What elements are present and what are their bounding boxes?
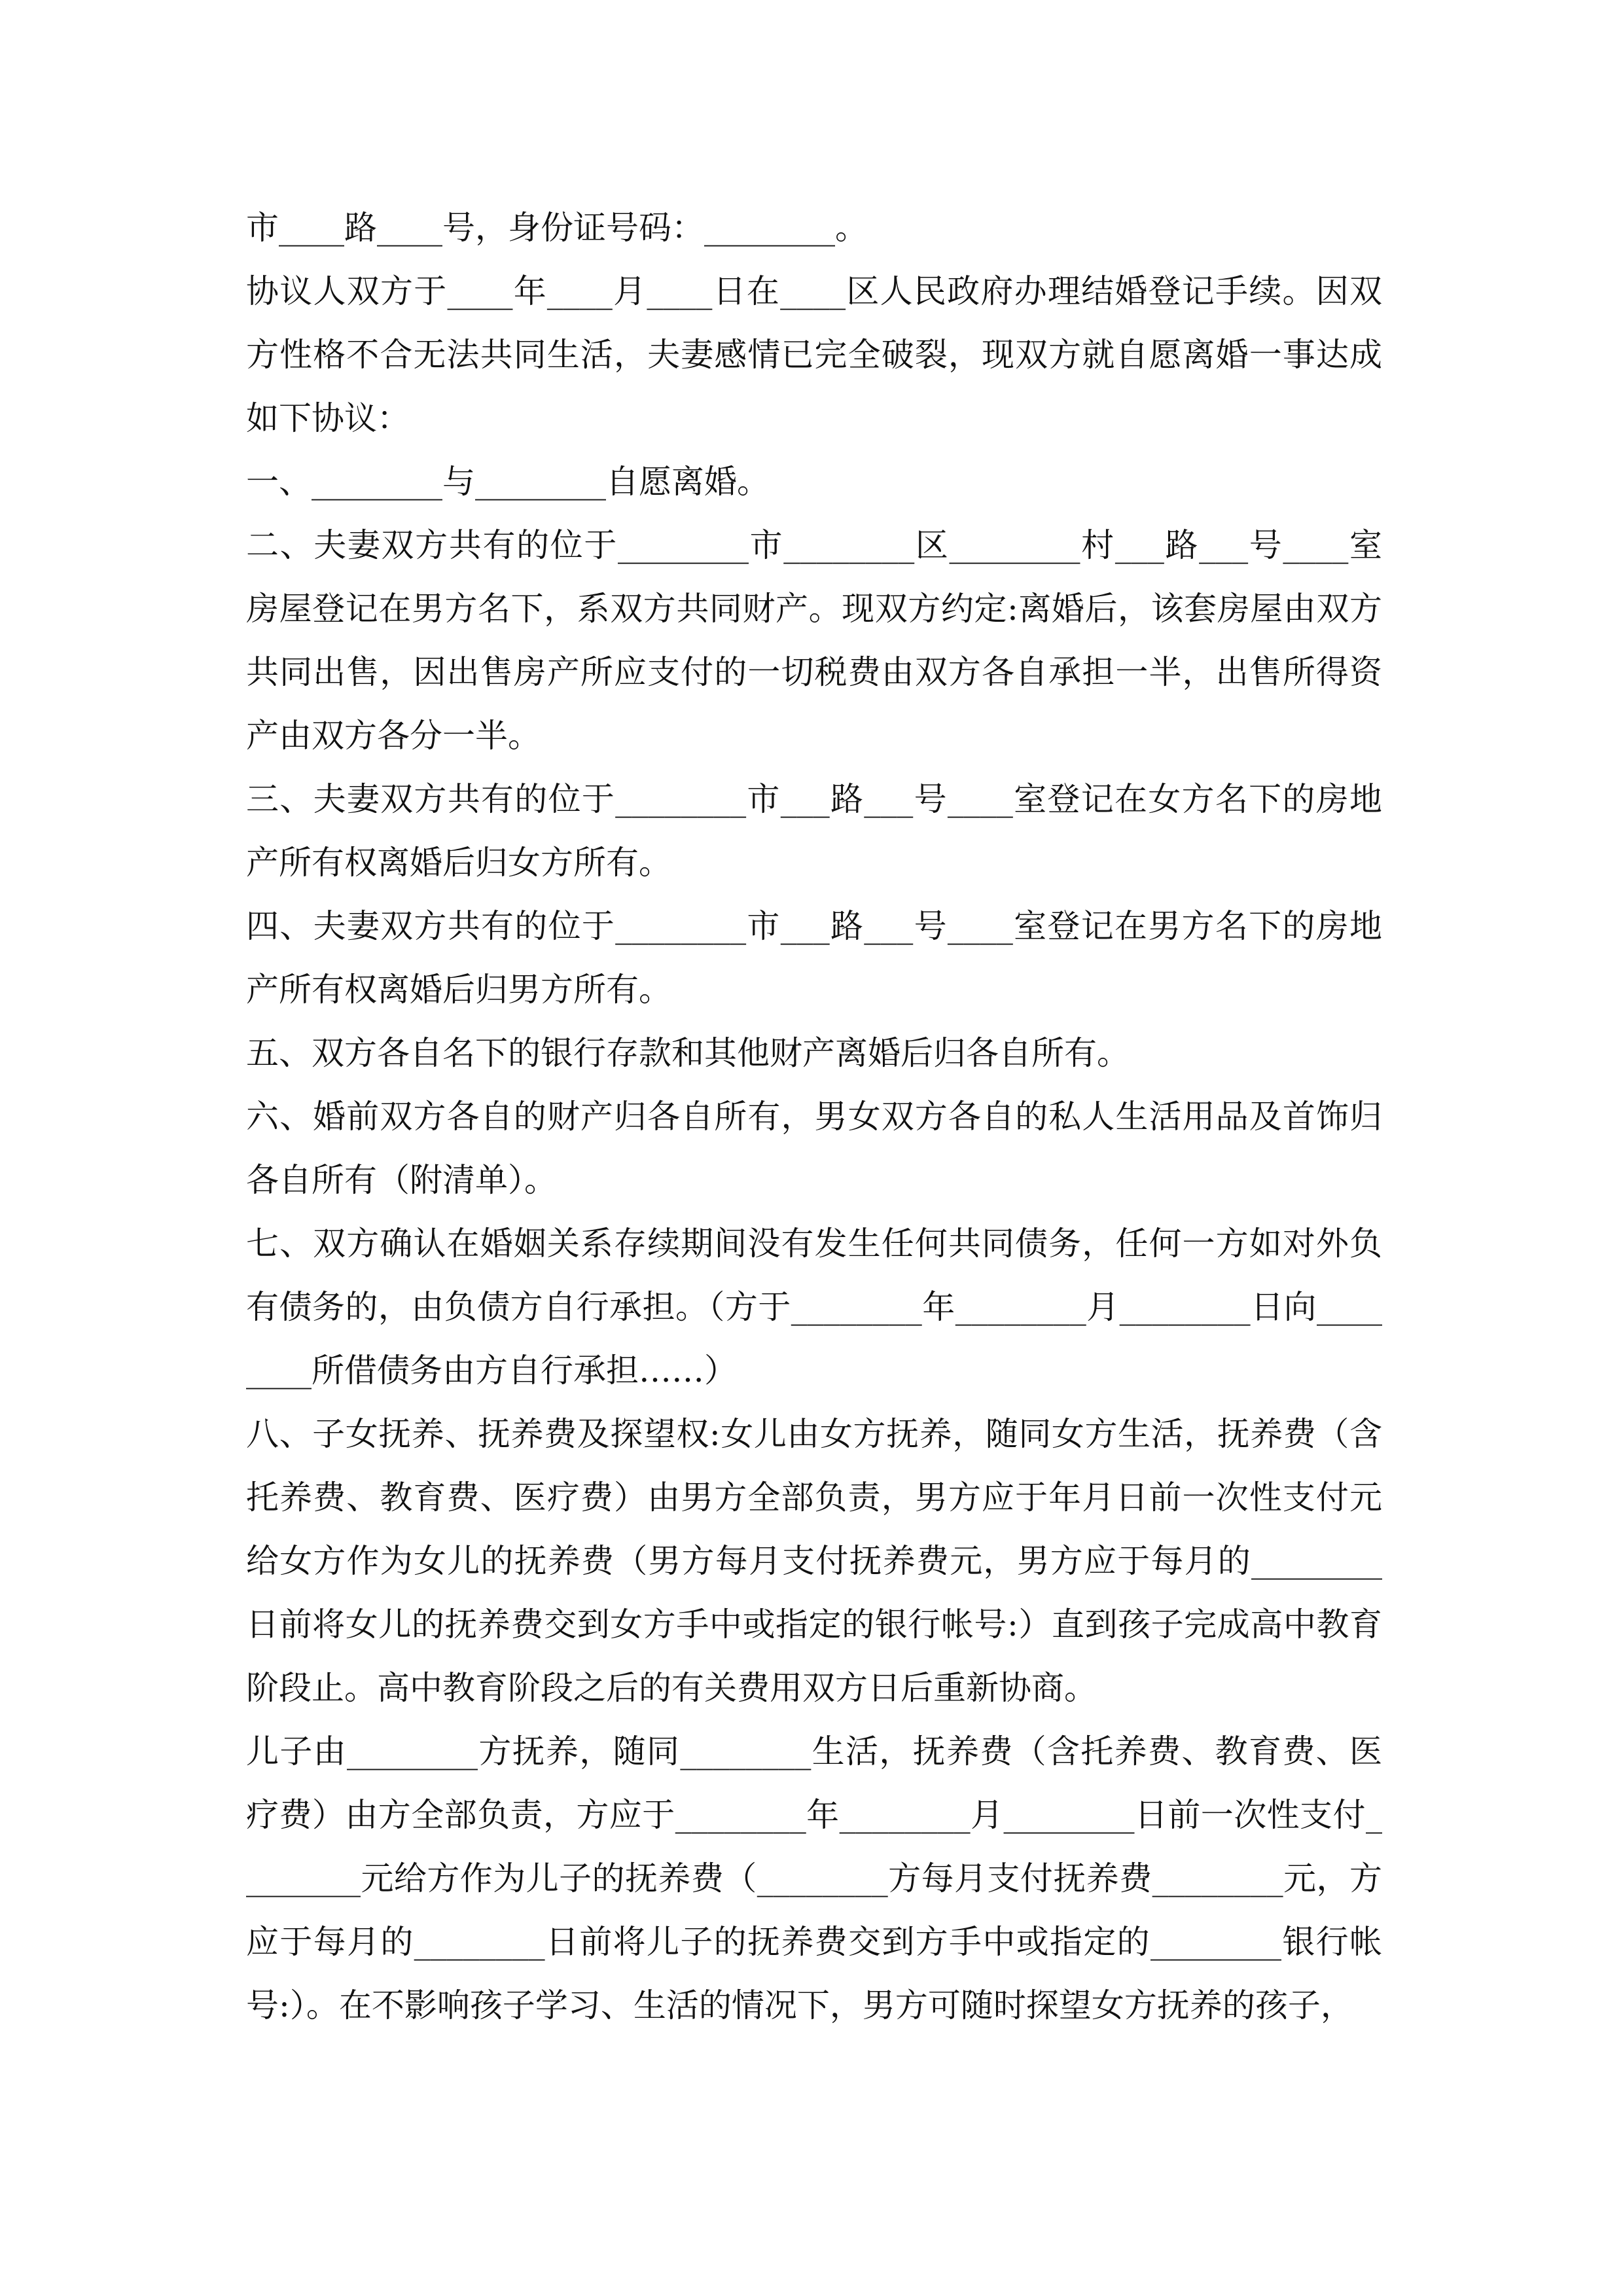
paragraph-clause-3: 三、夫妻双方共有的位于________市___路___号____室登记在女方名下的房地产所有权离婚后归女方所有。	[246, 780, 1382, 882]
paragraph-clause-4: 四、夫妻双方共有的位于________市___路___号____室登记在男方名下的房地产所有权离婚后归男方所有。	[246, 907, 1382, 1009]
paragraph-clause-6: 六、婚前双方各自的财产归各自所有，男女双方各自的私人生活用品及首饰归各自所有（附清单）。	[246, 1098, 1382, 1199]
paragraph-clause-7: 七、双方确认在婚姻关系存续期间没有发生任何共同债务，任何一方如对外负有债务的，由负债方自行承担。（方于________年________月________日向________所借债务由方自行承担……）	[246, 1225, 1382, 1390]
paragraph-address-id: 市____路____号，身份证号码：________。	[246, 209, 868, 247]
paragraph-marriage-registration: 协议人双方于____年____月____日在____区人民政府办理结婚登记手续。因双方性格不合无法共同生活，夫妻感情已完全破裂，现双方就自愿离婚一事达成如下协议：	[246, 272, 1382, 437]
paragraph-clause-8: 八、子女抚养、抚养费及探望权:女儿由女方抚养，随同女方生活，抚养费（含托养费、教育费、医疗费）由男方全部负责，男方应于年月日前一次性支付元给女方作为女儿的抚养费（男方每月支付抚养费元，男方应于每月的________日前将女儿的抚养费交到女方手中或指定的银行帐号:）直到孩子完成高中教育阶段止。高中教育阶段之后的有关费用双方日后重新协商。	[246, 1415, 1382, 1707]
paragraph-son-custody: 儿子由________方抚养，随同________生活，抚养费（含托养费、教育费、医疗费）由方全部负责，方应于________年________月________日前一次性支付________元给方作为儿子的抚养费（________方每月支付抚养费________元，方应于每月的________日前将儿子的抚养费交到方手中或指定的________银行帐号:）。在不影响孩子学习、生活的情况下，男方可随时探望女方抚养的孩子，	[246, 1732, 1382, 2024]
paragraph-clause-5: 五、双方各自名下的银行存款和其他财产离婚后归各自所有。	[246, 1034, 1130, 1072]
document-body	[246, 196, 1382, 2037]
paragraph-clause-1: 一、________与________自愿离婚。	[246, 463, 770, 501]
paragraph-clause-2: 二、夫妻双方共有的位于________市________区________村___路___号____室房屋登记在男方名下，系双方共同财产。现双方约定:离婚后，该套房屋由双方共同出售，因出售房产所应支付的一切税费由双方各自承担一半，出售所得资产由双方各分一半。	[246, 526, 1382, 755]
